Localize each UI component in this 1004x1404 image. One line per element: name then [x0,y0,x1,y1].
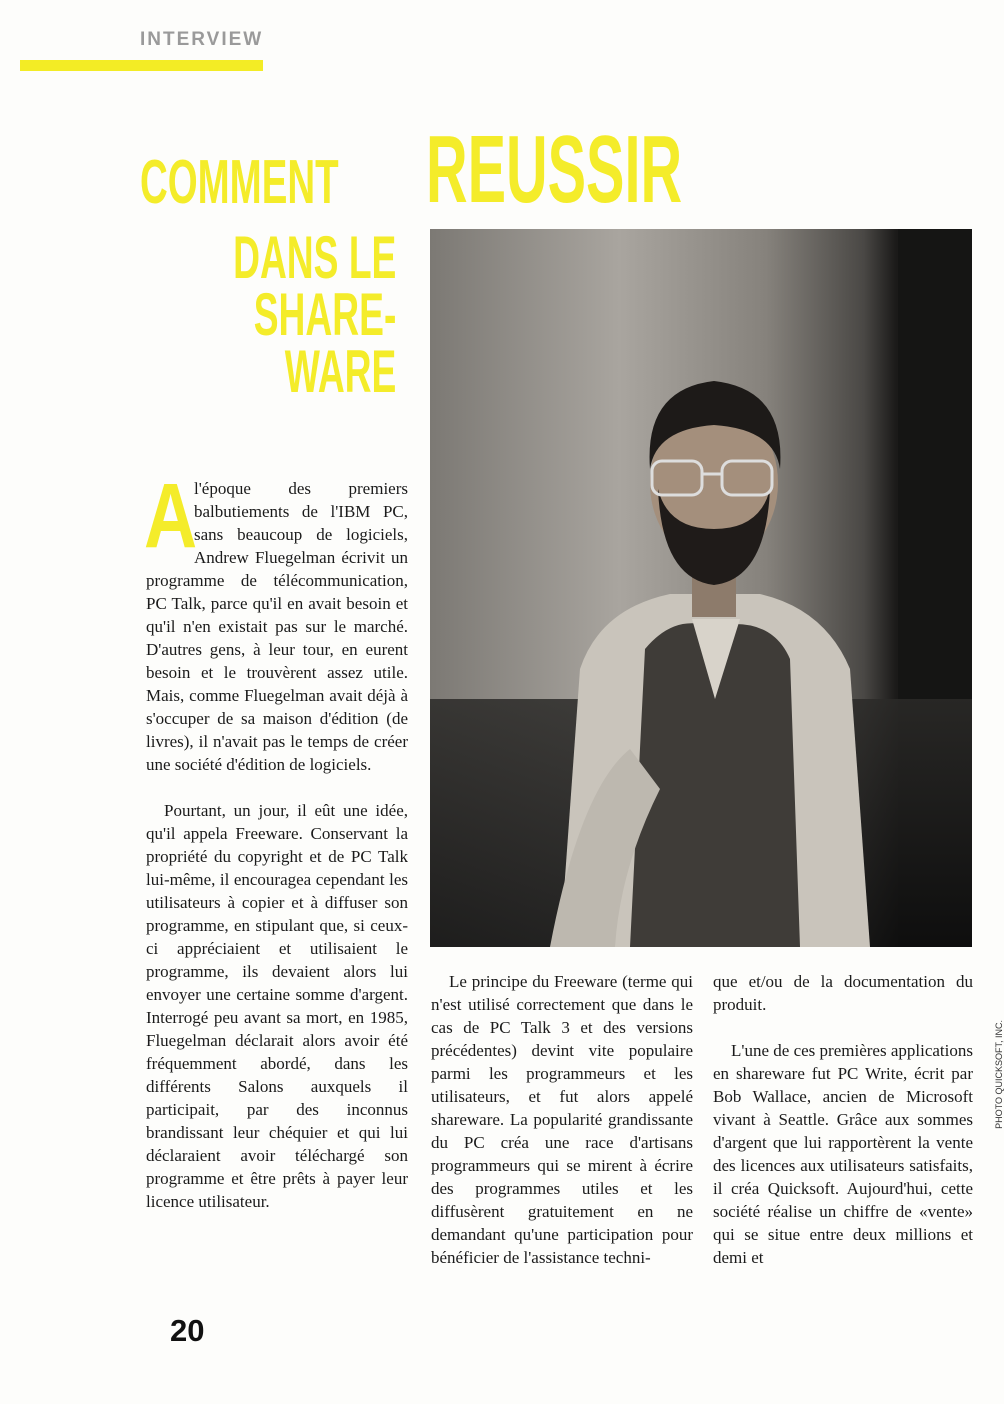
headline-line: WARE [284,338,396,405]
photo-credit: PHOTO QUICKSOFT, INC. [994,1020,1004,1129]
section-label: INTERVIEW [140,29,264,50]
portrait-photo [430,229,972,947]
headline-subline [232,224,396,405]
headline-comment: COMMENT [140,148,339,217]
headline-reussir: REUSSIR [426,116,683,223]
headline-line: DANS LE [232,224,396,291]
drop-cap: A [144,465,198,567]
article-column-3 [713,970,973,1269]
article-paragraph: l'époque des premiers balbutiements de l'IBM PC, sans beaucoup de logiciels, Andrew Fluegelman écrivit un programme de télécommunication, PC Talk, parce qu'il en avait besoin et qu'il n'en existait pas sur le marché. D'autres gens, à leur tour, en eurent besoin et le trouvèrent assez utile. Mais, comme Fluegelman avait déjà à s'occuper de sa maison d'édition (de livres), il n'avait pas le temps de créer une société d'édition de logiciels. [146,479,408,774]
article-paragraph: Le principe du Freeware (terme qui n'est utilisé correctement que dans le cas de PC Talk 3 et des versions précédentes) devint vite populaire parmi les programmeurs et les utilisateurs, et fut alors appelé shareware. La popularité grandissante du PC créa une race d'artisans programmeurs qui se mirent à écrire des programmes utiles et les diffusèrent gratuitement en ne demandant qu'une participation pour bénéficier de l'assistance techni- [431,972,693,1267]
headline-line: SHARE- [253,281,396,348]
article-paragraph: L'une de ces premières applications en shareware fut PC Write, écrit par Bob Wallace, ancien de Microsoft vivant à Seattle. Grâce aux sommes d'argent que lui rapportèrent la vente des licences aux utilisateurs satisfaits, il créa Quicksoft. Aujourd'hui, cette société réalise un chiffre de «vente» qui se situe entre deux millions et demi et [713,1041,973,1267]
page-number: 20 [170,1313,205,1348]
section-divider-bar [20,60,263,71]
article-paragraph: que et/ou de la documentation du produit. [713,972,973,1014]
article-paragraph: Pourtant, un jour, il eût une idée, qu'il appela Freeware. Conservant la propriété du copyright et de PC Talk lui-même, il encouragea cependant les utilisateurs à copier et à diffuser son programme, en stipulant que, si ceux-ci appréciaient et utilisaient le programme, ils devaient alors lui envoyer une certaine somme d'argent. Interrogé peu avant sa mort, en 1985, Fluegelman déclarait alors avoir été fréquemment abordé, dans les différents Salons auxquels il participait, par des inconnus brandissant leur chéquier et qui lui déclaraient avoir téléchargé son programme et être prêts à payer leur licence utilisateur. [146,801,408,1211]
article-column-2 [431,970,693,1269]
article-column-1 [144,465,408,1213]
portrait-illustration [430,229,972,947]
